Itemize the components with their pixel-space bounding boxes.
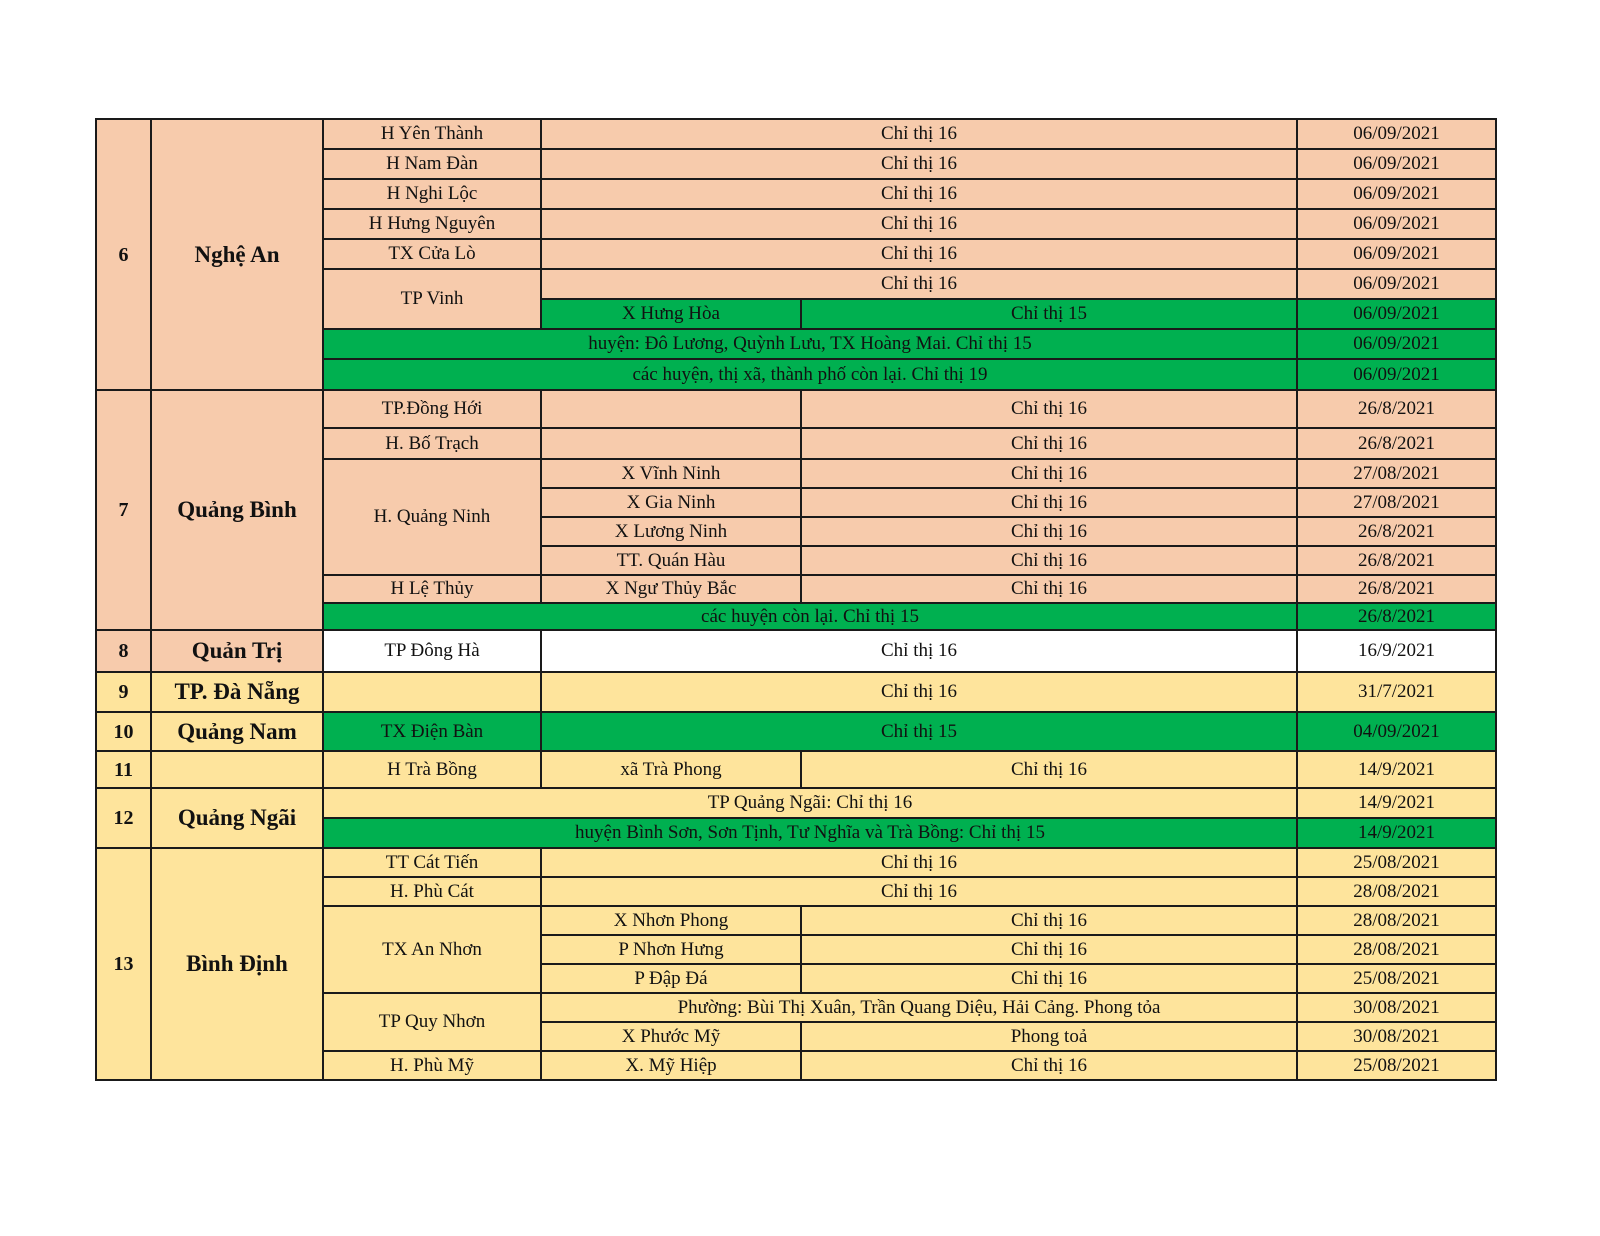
- date-cell: 14/9/2021: [1297, 818, 1496, 848]
- row-number-cell: 9: [96, 672, 151, 712]
- note-cell: các huyện còn lại. Chỉ thị 15: [323, 603, 1297, 630]
- commune-cell: [541, 428, 801, 459]
- table-row: [96, 788, 1496, 818]
- date-cell: 26/8/2021: [1297, 603, 1496, 630]
- date-cell: 06/09/2021: [1297, 299, 1496, 329]
- directive-cell: Chỉ thị 16: [801, 906, 1297, 935]
- row-number-cell: 13: [96, 848, 151, 1080]
- row-number-cell: 10: [96, 712, 151, 751]
- directive-cell: Chỉ thị 16: [801, 935, 1297, 964]
- commune-cell: TT. Quán Hàu: [541, 546, 801, 575]
- directive-cell: Chỉ thị 16: [541, 269, 1297, 299]
- commune-cell: P Nhơn Hưng: [541, 935, 801, 964]
- date-cell: 27/08/2021: [1297, 488, 1496, 517]
- directive-cell: Chỉ thị 16: [541, 877, 1297, 906]
- province-cell: Bình Định: [151, 848, 323, 1080]
- province-cell: Quảng Bình: [151, 390, 323, 630]
- table-row: [96, 630, 1496, 672]
- row-number-cell: 7: [96, 390, 151, 630]
- date-cell: 25/08/2021: [1297, 964, 1496, 993]
- directive-cell: Chỉ thị 16: [801, 575, 1297, 603]
- district-cell: H. Quảng Ninh: [323, 459, 541, 575]
- directive-cell: Chỉ thị 16: [541, 209, 1297, 239]
- district-cell: H Nghi Lộc: [323, 179, 541, 209]
- directive-cell: Chỉ thị 16: [801, 546, 1297, 575]
- table-row: [96, 751, 1496, 788]
- directive-cell: Chỉ thị 16: [541, 630, 1297, 672]
- commune-cell: X Hưng Hòa: [541, 299, 801, 329]
- district-cell: TP Quy Nhơn: [323, 993, 541, 1051]
- commune-cell: X Vĩnh Ninh: [541, 459, 801, 488]
- commune-cell: X Gia Ninh: [541, 488, 801, 517]
- district-cell: TX An Nhơn: [323, 906, 541, 993]
- directive-cell: Chỉ thị 16: [801, 488, 1297, 517]
- directive-cell: Chỉ thị 15: [801, 299, 1297, 329]
- note-cell: huyện: Đô Lương, Quỳnh Lưu, TX Hoàng Mai. Chỉ thị 15: [323, 329, 1297, 359]
- date-cell: 26/8/2021: [1297, 390, 1496, 428]
- date-cell: 25/08/2021: [1297, 1051, 1496, 1080]
- directive-cell: Chỉ thị 16: [801, 428, 1297, 459]
- commune-cell: X Lương Ninh: [541, 517, 801, 546]
- province-cell: Quản Trị: [151, 630, 323, 672]
- date-cell: 31/7/2021: [1297, 672, 1496, 712]
- directive-cell: Chỉ thị 16: [541, 239, 1297, 269]
- directive-cell: Chỉ thị 16: [541, 179, 1297, 209]
- date-cell: 06/09/2021: [1297, 179, 1496, 209]
- date-cell: 27/08/2021: [1297, 459, 1496, 488]
- directive-cell: Chỉ thị 15: [541, 712, 1297, 751]
- date-cell: 16/9/2021: [1297, 630, 1496, 672]
- date-cell: 26/8/2021: [1297, 428, 1496, 459]
- table-row: [96, 712, 1496, 751]
- district-cell: H Hưng Nguyên: [323, 209, 541, 239]
- district-cell: H Nam Đàn: [323, 149, 541, 179]
- district-cell: TX Cửa Lò: [323, 239, 541, 269]
- directive-cell: Chỉ thị 16: [801, 517, 1297, 546]
- row-number-cell: 11: [96, 751, 151, 788]
- directive-cell: Chỉ thị 16: [541, 119, 1297, 149]
- district-cell: H Yên Thành: [323, 119, 541, 149]
- date-cell: 06/09/2021: [1297, 119, 1496, 149]
- province-cell: [151, 751, 323, 788]
- note-cell: huyện Bình Sơn, Sơn Tịnh, Tư Nghĩa và Trà Bồng: Chỉ thị 15: [323, 818, 1297, 848]
- commune-cell: P Đập Đá: [541, 964, 801, 993]
- commune-cell: xã Trà Phong: [541, 751, 801, 788]
- district-cell: [323, 672, 541, 712]
- directive-cell: Chỉ thị 16: [801, 459, 1297, 488]
- province-cell: TP. Đà Nẵng: [151, 672, 323, 712]
- date-cell: 06/09/2021: [1297, 149, 1496, 179]
- directive-cell: Chỉ thị 16: [541, 848, 1297, 877]
- province-cell: Quảng Nam: [151, 712, 323, 751]
- measures-table: [95, 118, 1497, 1081]
- district-cell: TT Cát Tiến: [323, 848, 541, 877]
- commune-cell: X Nhơn Phong: [541, 906, 801, 935]
- district-cell: H. Phù Mỹ: [323, 1051, 541, 1080]
- province-cell: Quảng Ngãi: [151, 788, 323, 848]
- district-cell: H Trà Bồng: [323, 751, 541, 788]
- date-cell: 30/08/2021: [1297, 993, 1496, 1022]
- directive-cell: Chỉ thị 16: [801, 751, 1297, 788]
- date-cell: 06/09/2021: [1297, 329, 1496, 359]
- table-row: [96, 390, 1496, 428]
- date-cell: 06/09/2021: [1297, 269, 1496, 299]
- date-cell: 26/8/2021: [1297, 575, 1496, 603]
- date-cell: 28/08/2021: [1297, 935, 1496, 964]
- province-cell: Nghệ An: [151, 119, 323, 390]
- date-cell: 28/08/2021: [1297, 906, 1496, 935]
- directive-cell: Phong toả: [801, 1022, 1297, 1051]
- district-cell: TP.Đồng Hới: [323, 390, 541, 428]
- date-cell: 14/9/2021: [1297, 788, 1496, 818]
- date-cell: 26/8/2021: [1297, 517, 1496, 546]
- district-cell: H. Bố Trạch: [323, 428, 541, 459]
- table-row: [96, 119, 1496, 149]
- directive-cell: Chỉ thị 16: [801, 390, 1297, 428]
- district-cell: TX Điện Bàn: [323, 712, 541, 751]
- date-cell: 06/09/2021: [1297, 239, 1496, 269]
- district-cell: TP Đông Hà: [323, 630, 541, 672]
- district-cell: H Lệ Thủy: [323, 575, 541, 603]
- date-cell: 06/09/2021: [1297, 209, 1496, 239]
- note-cell: Phường: Bùi Thị Xuân, Trần Quang Diệu, Hải Cảng. Phong tỏa: [541, 993, 1297, 1022]
- note-cell: TP Quảng Ngãi: Chỉ thị 16: [323, 788, 1297, 818]
- row-number-cell: 8: [96, 630, 151, 672]
- commune-cell: X Phước Mỹ: [541, 1022, 801, 1051]
- directive-cell: Chỉ thị 16: [801, 964, 1297, 993]
- directive-cell: Chỉ thị 16: [801, 1051, 1297, 1080]
- date-cell: 25/08/2021: [1297, 848, 1496, 877]
- row-number-cell: 6: [96, 119, 151, 390]
- directive-cell: Chỉ thị 16: [541, 672, 1297, 712]
- date-cell: 30/08/2021: [1297, 1022, 1496, 1051]
- note-cell: các huyện, thị xã, thành phố còn lại. Chỉ thị 19: [323, 359, 1297, 390]
- date-cell: 26/8/2021: [1297, 546, 1496, 575]
- date-cell: 06/09/2021: [1297, 359, 1496, 390]
- date-cell: 14/9/2021: [1297, 751, 1496, 788]
- table-row: [96, 848, 1496, 877]
- row-number-cell: 12: [96, 788, 151, 848]
- commune-cell: X Ngư Thủy Bắc: [541, 575, 801, 603]
- commune-cell: X. Mỹ Hiệp: [541, 1051, 801, 1080]
- table-row: [96, 672, 1496, 712]
- district-cell: TP Vinh: [323, 269, 541, 329]
- date-cell: 28/08/2021: [1297, 877, 1496, 906]
- date-cell: 04/09/2021: [1297, 712, 1496, 751]
- directive-cell: Chỉ thị 16: [541, 149, 1297, 179]
- commune-cell: [541, 390, 801, 428]
- district-cell: H. Phù Cát: [323, 877, 541, 906]
